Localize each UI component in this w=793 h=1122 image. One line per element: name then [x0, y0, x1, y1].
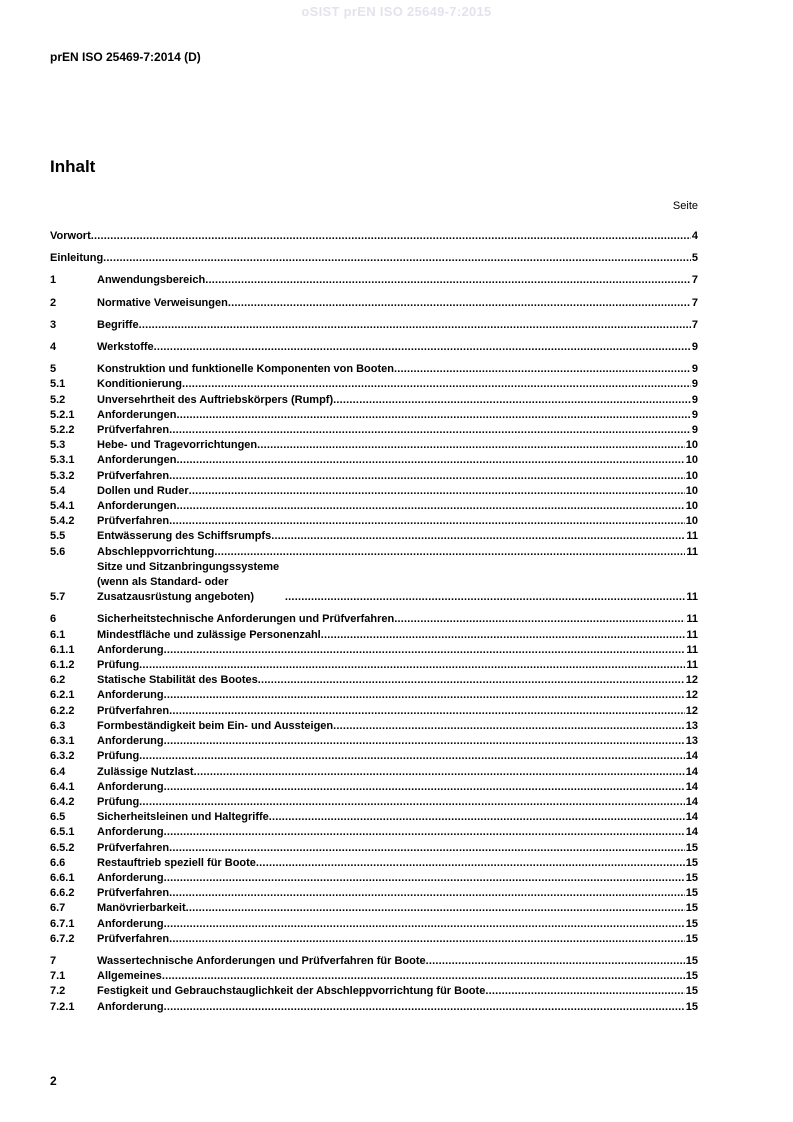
- toc-entry-page: 9: [691, 341, 698, 354]
- toc-entry[interactable]: [50, 393, 698, 408]
- toc-entry-title: Wassertechnische Anforderungen und Prüfverfahren für Boote: [97, 954, 426, 967]
- toc-entry-page: 15: [685, 917, 698, 930]
- toc-entry[interactable]: [50, 560, 698, 606]
- toc-entry-number: 5.2.2: [50, 424, 75, 437]
- toc-entry[interactable]: [50, 318, 698, 333]
- toc-entry-page: 15: [685, 970, 698, 983]
- dot-leader: [485, 984, 684, 999]
- toc-entry-title: Entwässerung des Schiffsrumpfs: [97, 530, 272, 543]
- toc-entry-page: 11: [686, 591, 698, 604]
- dot-leader: [164, 917, 685, 932]
- toc-entry-number: 6.3.2: [50, 750, 75, 763]
- toc-entry-title: Anforderung: [97, 917, 164, 930]
- toc-entry-title: Anforderung: [97, 735, 164, 748]
- dot-leader: [321, 628, 686, 643]
- page-column-label: Seite: [672, 200, 698, 212]
- toc-entry-page: 15: [685, 954, 698, 967]
- toc-entry-title: Zulässige Nutzlast: [97, 765, 194, 778]
- toc-entry[interactable]: [50, 886, 698, 901]
- dot-leader: [176, 453, 684, 468]
- toc-entry[interactable]: [50, 719, 698, 734]
- toc-entry-number: 5.3.2: [50, 469, 75, 482]
- toc-entry-title: Anforderung: [97, 643, 164, 656]
- toc-entry-title: Prüfung: [97, 795, 140, 808]
- dot-leader: [176, 499, 684, 514]
- dot-leader: [258, 673, 685, 688]
- toc-entry-number: 6.7.2: [50, 932, 75, 945]
- toc-entry-number: 6.6.2: [50, 887, 75, 900]
- toc-entry[interactable]: [50, 688, 698, 703]
- toc-entry[interactable]: [50, 856, 698, 871]
- toc-entry[interactable]: [50, 841, 698, 856]
- dot-leader: [162, 969, 685, 984]
- toc-entry-number: 6.5: [50, 811, 66, 824]
- toc-entry-title: Anforderung: [97, 1000, 164, 1013]
- dot-leader: [333, 393, 691, 408]
- toc-entry-page: 11: [686, 530, 698, 543]
- toc-entry-title: Prüfverfahren: [97, 932, 170, 945]
- toc-entry-number: 6.1.1: [50, 643, 75, 656]
- toc-entry-page: 5: [691, 252, 698, 265]
- toc-entry[interactable]: [50, 658, 698, 673]
- toc-entry-title: Anforderung: [97, 826, 164, 839]
- dot-leader: [169, 469, 685, 484]
- toc-entry-number: 6.3.1: [50, 735, 75, 748]
- toc-entry-title: Anforderungen: [97, 454, 177, 467]
- toc-entry-number: 5.7: [50, 591, 66, 604]
- toc-entry-title: Anforderungen: [97, 500, 177, 513]
- toc-entry-page: 15: [685, 856, 698, 869]
- toc-entry-page: 10: [685, 439, 698, 452]
- toc-entry-number: 6.4.1: [50, 780, 75, 793]
- toc-entry[interactable]: [50, 954, 698, 969]
- toc-entry-number: 6.2: [50, 674, 66, 687]
- dot-leader: [169, 886, 685, 901]
- toc-entry-number: 5.1: [50, 378, 66, 391]
- toc-entry-number: 5: [50, 363, 57, 376]
- toc-entry-number: 6.4.2: [50, 795, 75, 808]
- toc-entry-title: Normative Verweisungen: [97, 296, 228, 309]
- toc-entry[interactable]: [50, 932, 698, 947]
- toc-entry-title: Konditionierung: [97, 378, 182, 391]
- dot-leader: [164, 871, 685, 886]
- toc-entry[interactable]: [50, 780, 698, 795]
- table-of-contents: [50, 229, 698, 1015]
- dot-leader: [394, 362, 691, 377]
- toc-entry-page: 4: [691, 230, 698, 242]
- toc-entry-title: Sicherheitsleinen und Haltegriffe: [97, 811, 269, 824]
- dot-leader: [186, 901, 685, 916]
- toc-entry-title: Restauftrieb speziell für Boote: [97, 856, 256, 869]
- dot-leader: [189, 484, 685, 499]
- toc-entry-page: 11: [686, 628, 698, 641]
- toc-entry[interactable]: [50, 438, 698, 453]
- toc-entry-page: 7: [691, 296, 698, 309]
- toc-entry[interactable]: [50, 969, 698, 984]
- toc-entry-page: 14: [685, 765, 698, 778]
- toc-entry[interactable]: [50, 273, 698, 288]
- dot-leader: [194, 765, 685, 780]
- toc-entry-page: 10: [685, 469, 698, 482]
- toc-entry[interactable]: [50, 825, 698, 840]
- dot-leader: [91, 229, 691, 244]
- toc-entry-title: Manövrierbarkeit: [97, 902, 186, 915]
- toc-entry-page: 15: [685, 841, 698, 854]
- toc-entry-title: Anforderung: [97, 780, 164, 793]
- toc-entry[interactable]: [50, 984, 698, 999]
- toc-entry-number: 7.1: [50, 970, 66, 983]
- toc-entry[interactable]: [50, 469, 698, 484]
- toc-entry-title: Prüfverfahren: [97, 704, 170, 717]
- dot-leader: [256, 856, 685, 871]
- toc-entry-page: 15: [685, 985, 698, 998]
- toc-entry-page: 10: [685, 500, 698, 513]
- toc-entry-page: 10: [685, 454, 698, 467]
- dot-leader: [164, 643, 686, 658]
- toc-entry-number: 6.1: [50, 628, 66, 641]
- toc-entry[interactable]: [50, 362, 698, 377]
- toc-entry[interactable]: [50, 377, 698, 392]
- toc-entry-number: 3: [50, 318, 57, 331]
- toc-entry-number: 6.5.2: [50, 841, 75, 854]
- toc-entry-title: Einleitung: [50, 252, 104, 265]
- toc-entry[interactable]: [50, 545, 698, 560]
- dot-leader: [164, 688, 685, 703]
- toc-entry-page: 12: [685, 704, 698, 717]
- watermark: oSIST prEN ISO 25649-7:2015: [301, 4, 492, 19]
- toc-entry-number: 5.6: [50, 545, 66, 558]
- toc-entry-page: 13: [685, 719, 698, 732]
- toc-entry-number: 7: [50, 954, 57, 967]
- toc-entry-title: Statische Stabilität des Bootes: [97, 674, 258, 687]
- toc-entry[interactable]: [50, 643, 698, 658]
- toc-entry-page: 11: [686, 545, 698, 558]
- page-title: Inhalt: [50, 157, 96, 176]
- toc-entry[interactable]: [50, 296, 698, 311]
- dot-leader: [271, 529, 685, 544]
- toc-entry-number: 5.2.1: [50, 408, 75, 421]
- toc-entry[interactable]: [50, 1000, 698, 1015]
- toc-entry[interactable]: [50, 917, 698, 932]
- toc-entry-title: Abschleppvorrichtung: [97, 545, 215, 558]
- toc-entry-number: 5.2: [50, 393, 66, 406]
- toc-entry[interactable]: [50, 484, 698, 499]
- toc-entry-number: 5.5: [50, 530, 66, 543]
- dot-leader: [169, 514, 685, 529]
- toc-entry-title: Begriffe: [97, 318, 139, 331]
- document-id: prEN ISO 25469-7:2014 (D): [50, 50, 201, 64]
- toc-entry[interactable]: [50, 453, 698, 468]
- dot-leader: [176, 408, 690, 423]
- toc-entry-page: 10: [685, 484, 698, 497]
- toc-entry-number: 5.4: [50, 484, 66, 497]
- toc-entry-number: 6.2.2: [50, 704, 75, 717]
- toc-entry[interactable]: [50, 340, 698, 355]
- toc-entry-title: Festigkeit und Gebrauchstauglichkeit der Abschleppvorrichtung für Boote: [97, 985, 486, 998]
- toc-entry-title: Unversehrtheit des Auftriebskörpers (Rumpf): [97, 393, 334, 406]
- toc-entry[interactable]: [50, 423, 698, 438]
- dot-leader: [139, 318, 691, 333]
- toc-entry-page: 14: [685, 826, 698, 839]
- toc-entry-title: Prüfverfahren: [97, 515, 170, 528]
- toc-entry-page: 11: [686, 613, 698, 626]
- toc-entry-title: Konstruktion und funktionelle Komponenten von Booten: [97, 363, 394, 376]
- toc-entry[interactable]: [50, 514, 698, 529]
- toc-entry-page: 14: [685, 750, 698, 763]
- toc-entry-page: 14: [685, 795, 698, 808]
- dot-leader: [169, 841, 685, 856]
- toc-entry-number: 6: [50, 613, 57, 626]
- toc-entry[interactable]: [50, 704, 698, 719]
- toc-entry-number: 7.2: [50, 985, 66, 998]
- dot-leader: [169, 932, 685, 947]
- toc-entry-number: 6.3: [50, 719, 66, 732]
- toc-entry-title: Vorwort: [50, 230, 91, 242]
- toc-entry-number: 6.6.1: [50, 871, 75, 884]
- toc-entry[interactable]: [50, 251, 698, 266]
- dot-leader: [139, 658, 685, 673]
- toc-entry-title: Allgemeines: [97, 970, 162, 983]
- toc-entry-number: 6.4: [50, 765, 66, 778]
- dot-leader: [169, 704, 685, 719]
- toc-entry-page: 7: [691, 274, 698, 287]
- toc-entry[interactable]: [50, 795, 698, 810]
- toc-entry-page: 12: [685, 674, 698, 687]
- toc-entry-title: Sicherheitstechnische Anforderungen und Prüfverfahren: [97, 613, 395, 626]
- dot-leader: [257, 438, 685, 453]
- toc-entry-title: Prüfverfahren: [97, 424, 170, 437]
- footer-page-number: 2: [50, 1074, 57, 1088]
- dot-leader: [164, 734, 685, 749]
- toc-entry-page: 9: [691, 393, 698, 406]
- toc-entry-page: 11: [686, 643, 698, 656]
- toc-entry-title: Formbeständigkeit beim Ein- und Aussteigen: [97, 719, 334, 732]
- toc-entry[interactable]: [50, 871, 698, 886]
- toc-entry-page: 15: [685, 902, 698, 915]
- toc-entry-page: 13: [685, 735, 698, 748]
- toc-entry-title: Prüfverfahren: [97, 841, 170, 854]
- dot-leader: [164, 825, 685, 840]
- toc-entry-page: 15: [685, 871, 698, 884]
- toc-entry-page: 9: [691, 424, 698, 437]
- toc-entry[interactable]: [50, 765, 698, 780]
- dot-leader: [164, 780, 685, 795]
- toc-entry-page: 15: [685, 932, 698, 945]
- toc-entry[interactable]: [50, 529, 698, 544]
- toc-entry[interactable]: [50, 810, 698, 825]
- toc-entry[interactable]: [50, 229, 698, 244]
- toc-entry-number: 5.4.2: [50, 515, 75, 528]
- toc-entry-title: Prüfverfahren: [97, 469, 170, 482]
- dot-leader: [139, 749, 685, 764]
- dot-leader: [228, 296, 691, 311]
- toc-entry-number: 6.5.1: [50, 826, 75, 839]
- dot-leader: [285, 590, 685, 605]
- toc-entry-title: Werkstoffe: [97, 341, 154, 354]
- toc-entry-number: 6.1.2: [50, 659, 75, 672]
- toc-entry-number: 4: [50, 341, 57, 354]
- toc-entry-title: Prüfung: [97, 659, 140, 672]
- dot-leader: [139, 795, 685, 810]
- toc-entry-title: Anforderungen: [97, 408, 177, 421]
- toc-entry-number: 5.4.1: [50, 500, 75, 513]
- dot-leader: [169, 423, 691, 438]
- toc-entry-page: 7: [691, 318, 698, 331]
- dot-leader: [182, 377, 691, 392]
- toc-entry-title: Anforderung: [97, 689, 164, 702]
- dot-leader: [205, 273, 691, 288]
- toc-entry-number: 5.3.1: [50, 454, 75, 467]
- toc-entry-title: Prüfung: [97, 750, 140, 763]
- toc-entry-page: 9: [691, 378, 698, 391]
- dot-leader: [269, 810, 685, 825]
- toc-entry-number: 5.3: [50, 439, 66, 452]
- toc-entry[interactable]: [50, 734, 698, 749]
- toc-entry[interactable]: [50, 408, 698, 423]
- toc-entry-title: Mindestfläche und zulässige Personenzahl: [97, 628, 321, 641]
- toc-entry[interactable]: [50, 612, 698, 627]
- dot-leader: [103, 251, 691, 266]
- toc-entry-title: Prüfverfahren: [97, 887, 170, 900]
- toc-entry[interactable]: [50, 673, 698, 688]
- toc-entry-number: 6.7.1: [50, 917, 75, 930]
- toc-entry[interactable]: [50, 499, 698, 514]
- dot-leader: [214, 545, 685, 560]
- toc-entry-page: 15: [685, 887, 698, 900]
- dot-leader: [154, 340, 691, 355]
- toc-entry-page: 9: [691, 363, 698, 376]
- toc-entry-page: 14: [685, 780, 698, 793]
- toc-entry-number: 2: [50, 296, 57, 309]
- toc-entry-page: 12: [685, 689, 698, 702]
- toc-entry-page: 10: [685, 515, 698, 528]
- toc-entry[interactable]: [50, 749, 698, 764]
- dot-leader: [164, 1000, 685, 1015]
- toc-entry-title: Sitze und Sitzanbringungssysteme (wenn als Standard- oder Zusatzausrüstung angeboten): [97, 560, 280, 604]
- toc-entry-number: 6.6: [50, 856, 66, 869]
- toc-entry[interactable]: [50, 628, 698, 643]
- toc-entry-page: 14: [685, 811, 698, 824]
- toc-entry-title: Dollen und Ruder: [97, 484, 189, 497]
- toc-entry-number: 1: [50, 274, 57, 287]
- toc-entry-title: Anforderung: [97, 871, 164, 884]
- toc-entry-page: 11: [686, 659, 698, 672]
- toc-entry[interactable]: [50, 901, 698, 916]
- dot-leader: [426, 954, 685, 969]
- dot-leader: [333, 719, 685, 734]
- toc-entry-title: Anwendungsbereich: [97, 274, 206, 287]
- dot-leader: [394, 612, 685, 627]
- toc-entry-number: 7.2.1: [50, 1000, 75, 1013]
- toc-entry-page: 15: [685, 1000, 698, 1013]
- toc-entry-title: Hebe- und Tragevorrichtungen: [97, 439, 258, 452]
- toc-entry-number: 6.7: [50, 902, 66, 915]
- toc-entry-number: 6.2.1: [50, 689, 75, 702]
- toc-entry-page: 9: [691, 408, 698, 421]
